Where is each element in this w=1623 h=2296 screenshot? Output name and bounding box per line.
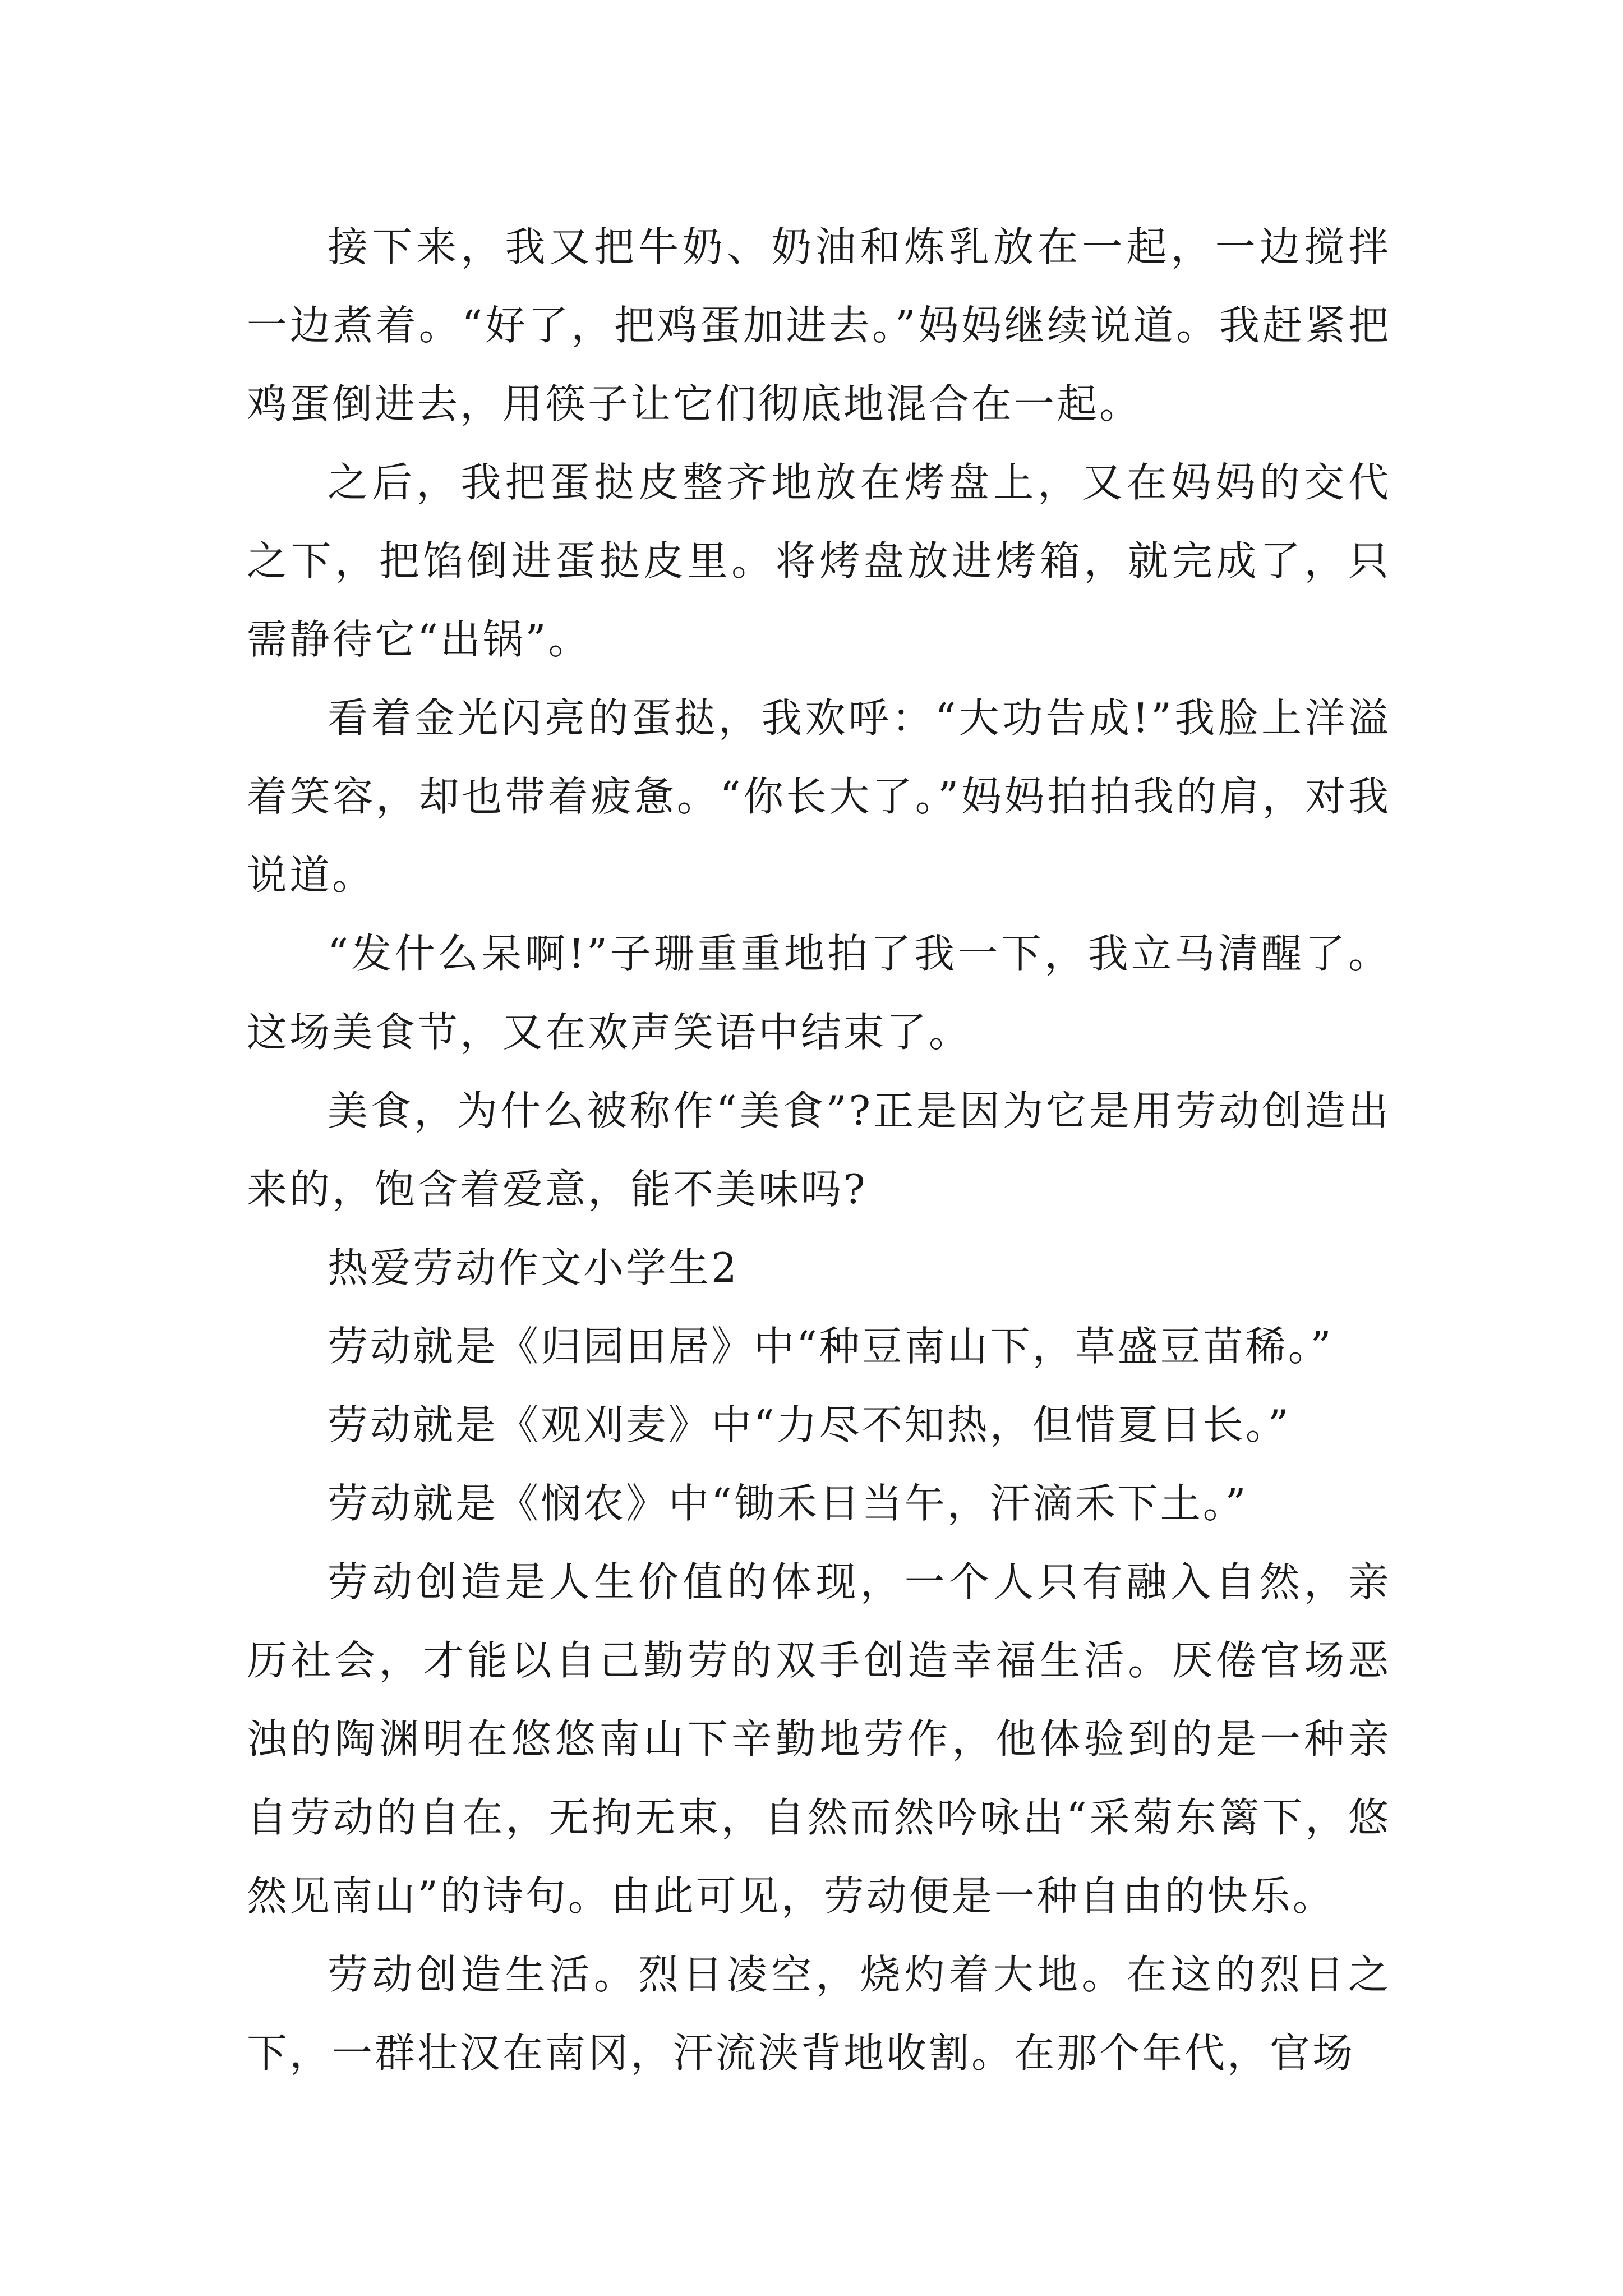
paragraph-poem-quote-3: 劳动就是《悯农》中“锄禾日当午，汗滴禾下土。” [328,1480,1248,1527]
paragraph-tao-yuanming: 劳动创造是人生价值的体现，一个人只有融入自然，亲历社会，才能以自己勤劳的双手创造幸福生活。厌倦官场恶浊的陶渊明在悠悠南山下辛勤地劳作，他体验到的是一种亲自劳动的自在，无拘无束，自然而然吟咏出“采菊东篱下，悠然见南山”的诗句。由此可见，劳动便是一种自由的快乐。 [247,1558,1391,1920]
paragraph-poem-quote-2: 劳动就是《观刈麦》中“力尽不知热，但惜夏日长。” [328,1401,1291,1448]
paragraph-conclusion: 美食，为什么被称作“美食”?正是因为它是用劳动创造出来的，饱含着爱意，能不美味吗? [247,1087,1391,1213]
document-body [247,208,1391,2092]
paragraph-poem-quote-1: 劳动就是《归园田居》中“种豆南山下，草盛豆苗稀。” [328,1323,1334,1370]
essay-title-2: 热爱劳动作文小学生2 [328,1244,739,1291]
paragraph-daydream: “发什么呆啊!”子珊重重地拍了我一下，我立马清醒了。这场美食节，又在欢声笑语中结束了。 [247,930,1391,1056]
paragraph-labor-creates-life: 劳动创造生活。烈日凌空，烧灼着大地。在这的烈日之下，一群壮汉在南冈，汗流浃背地收割。在那个年代，官场 [247,1951,1391,2077]
paragraph-custard-filling: 接下来，我又把牛奶、奶油和炼乳放在一起，一边搅拌一边煮着。“好了，把鸡蛋加进去。”妈妈继续说道。我赶紧把鸡蛋倒进去，用筷子让它们彻底地混合在一起。 [247,223,1391,427]
paragraph-success: 看着金光闪亮的蛋挞，我欢呼：“大功告成!”我脸上洋溢着笑容，却也带着疲惫。“你长大了。”妈妈拍拍我的肩，对我说道。 [247,694,1391,899]
paragraph-baking: 之后，我把蛋挞皮整齐地放在烤盘上，又在妈妈的交代之下，把馅倒进蛋挞皮里。将烤盘放进烤箱，就完成了，只需静待它“出锅”。 [247,459,1391,663]
